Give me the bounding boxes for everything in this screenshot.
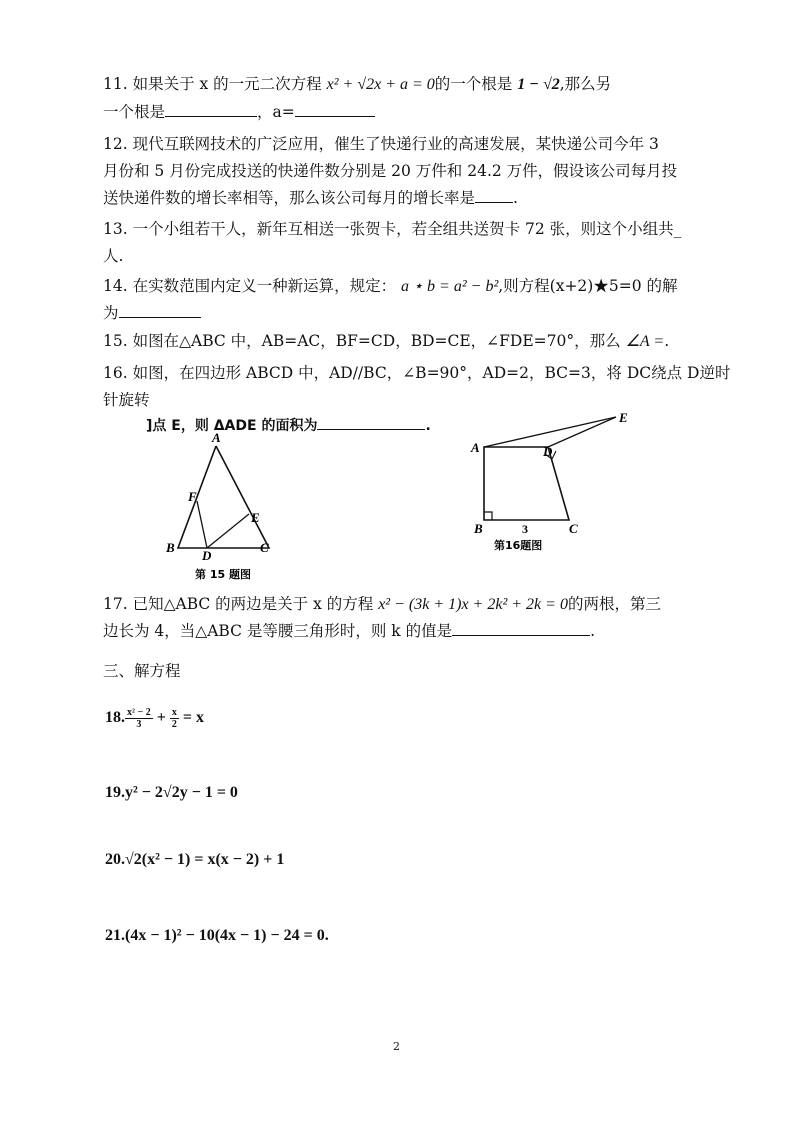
q11-line2 — [103, 102, 375, 122]
q17-text-c: 边长为 4，当△ABC 是等腰三角形时，则 k 的值是 — [103, 622, 453, 640]
figure-16-caption: 第16题图 — [494, 539, 543, 552]
segment-ae — [484, 417, 616, 447]
figure-15 — [160, 428, 290, 583]
section-title: 三、解方程 — [103, 662, 181, 680]
q20-equation: 20.√2(x² − 1) = x(x − 2) + 1 — [105, 851, 285, 868]
q11-other-root-label: 一个根是 — [103, 103, 166, 121]
q17-period: . — [590, 622, 596, 640]
q12-text: 送快递件数的增长率相等，那么该公司每月的增长率是 — [103, 189, 476, 207]
q17-equation: x² − (3k + 1)x + 2k² + 2k = 0 — [378, 596, 568, 613]
q16-line2: 针旋转 — [103, 391, 150, 409]
right-angle-mark — [484, 512, 492, 520]
label-c: C — [569, 521, 578, 536]
q19-equation: 19.y² − 2√2y − 1 = 0 — [105, 784, 238, 801]
figure-15-caption: 第 15 题图 — [195, 568, 251, 581]
q14-answer-blank[interactable] — [119, 303, 201, 318]
q14-line1 — [103, 276, 677, 297]
segment-fd — [197, 501, 207, 548]
label-b: B — [166, 540, 175, 555]
q11-text: 11. 如果关于 x 的一元二次方程 — [103, 75, 322, 93]
q12-line2: 月份和 5 月份完成投送的快递件数分别是 20 万件和 24.2 万件，假设该公司每月投 — [103, 162, 678, 180]
label-e: E — [251, 510, 260, 525]
q14-text-c: 为 — [103, 304, 119, 322]
label-d: D — [543, 444, 553, 459]
q17-line2 — [103, 621, 595, 641]
q11-text-c: ,那么另 — [559, 75, 612, 93]
segment-de — [548, 417, 616, 447]
figure-16 — [468, 406, 638, 556]
q11-answer-blank-a[interactable] — [295, 102, 375, 117]
q14-text-b: ,则方程(x+2)★5=0 的解 — [498, 277, 678, 295]
q16-line1: 16. 如图，在四边形 ABCD 中，AD//BC，∠B=90°，AD=2，BC=3，将 DC绕点 D逆时 — [103, 364, 731, 382]
label-e: E — [619, 410, 628, 425]
q12-answer-blank[interactable] — [475, 188, 513, 203]
q18-fraction-1: $\frac{\text{x² − 2}}{3}$ — [127, 706, 151, 730]
q14-text: 14. 在实数范围内定义一种新运算，规定： — [103, 277, 397, 295]
q17-text-b: 的两根，第三 — [567, 595, 661, 613]
q15-line1 — [103, 331, 669, 352]
segment-de — [207, 514, 249, 548]
q11-text-b: 的一个根是 — [434, 75, 513, 93]
q15-text: 15. 如图在△ABC 中，AB=AC，BF=CD，BD=CE，∠FDE=70°，那么 — [103, 332, 621, 350]
q12-line3 — [103, 188, 518, 208]
label-b: B — [474, 521, 483, 536]
q13-line1: 13. 一个小组若干人，新年互相送一张贺卡，若全组共送贺卡 72 张，则这个小组共_ — [103, 220, 682, 238]
label-a: A — [471, 440, 480, 455]
q14-definition: a ⋆ b = a² − b² — [401, 278, 499, 295]
q16-answer-blank[interactable] — [317, 417, 425, 430]
q18-equation: 18. $\frac{\text{x² − 2}}{3}$ + $\frac{x}{2}$ = x — [105, 706, 204, 730]
q11-equation: x² + √2x + a = 0 — [326, 76, 435, 93]
label-f: F — [188, 489, 197, 504]
q21-equation: 21.(4x − 1)² − 10(4x − 1) − 24 = 0. — [105, 927, 329, 944]
label-d: D — [202, 548, 212, 563]
bc-length-label: 3 — [522, 522, 528, 536]
q17-answer-blank[interactable] — [452, 621, 590, 636]
q11-answer-blank-root[interactable] — [165, 102, 257, 117]
label-c: C — [260, 540, 269, 555]
page-number: 2 — [393, 1040, 400, 1053]
quadrilateral-abcd — [484, 447, 569, 520]
q11-root: 1 − √2 — [517, 76, 560, 93]
q11-line1 — [103, 74, 611, 95]
label-a: A — [212, 430, 221, 445]
q15-period: . — [664, 332, 670, 350]
q12-line1: 12. 现代互联网技术的广泛应用，催生了快递行业的高速发展，某快递公司今年 3 — [103, 135, 659, 153]
q15-angle-a: ∠A = — [625, 333, 665, 350]
q17-line1 — [103, 594, 661, 615]
q16-fragment: ]点 E，则 ΔADE 的面积为 . — [146, 418, 431, 434]
q17-text: 17. 已知△ABC 的两边是关于 x 的方程 — [103, 595, 374, 613]
q13-line2: 人. — [103, 247, 124, 265]
q18-fraction-2: $\frac{x}{2}$ — [171, 706, 177, 730]
q12-period: . — [513, 189, 518, 207]
q11-a-label: ，a= — [257, 103, 295, 121]
q14-line2 — [103, 303, 201, 323]
